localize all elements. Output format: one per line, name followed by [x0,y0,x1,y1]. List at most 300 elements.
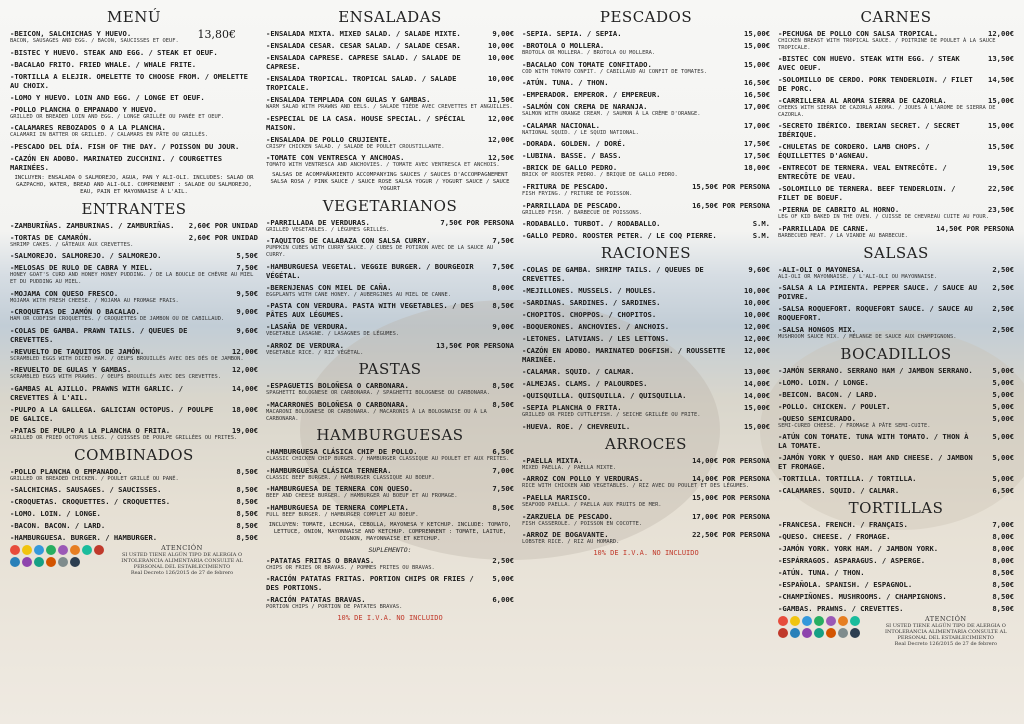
item-price: 8,00€ [992,544,1014,554]
menu-item [778,325,1014,341]
menu-item [522,60,770,76]
menu-item [266,283,514,299]
allergen-icon [826,628,836,638]
item-name: -SALMÓN CON CREMA DE NARANJA. [522,102,648,112]
item-price: 8,50€ [492,399,514,409]
item-translation: VEGETABLE LASAGNE. / LASAGNES DE LÉGUMES. [266,331,400,338]
item-price: 8,50€ [236,497,258,507]
item-name: -CHULETAS DE CORDERO. LAMB CHOPS. / ÉQUILLETTES D'AGNEAU. [778,142,930,161]
item-name: -PECHUGA DE POLLO CON SALSA TROPICAL. [778,29,939,38]
item-price: 13,50€ POR PERSONA [436,340,514,350]
item-name: -BACALAO FRITO. FRIED WHALE. / WHALE FRITE. [10,59,197,69]
item-price: 12,00€ [988,29,1014,38]
menu-item [266,556,514,572]
item-translation: BARBECUED MEAT. / LA VIANDE AU BARBECUE. [778,232,908,239]
menu-item [10,29,258,45]
menu-item [522,78,770,87]
item-translation: LOBSTER RICE. / RIZ AU HOMARD. [522,539,620,546]
menu-item [10,533,258,542]
attention-notice-right [878,616,1014,647]
menu-item [522,422,770,431]
item-name: -LUBINA. BASSE. / BASS. [522,151,622,161]
allergen-info-right [778,616,1014,647]
item-name: -GALLO PEDRO. ROOSTER PETER. / LE COQ PIERRE. [522,231,717,241]
item-price: 15,00€ [744,403,770,413]
menu-item [10,93,258,102]
menu-item [266,341,514,357]
item-name: -ALI-OLI O MAYONESA. [778,264,865,274]
menu-item [10,467,258,483]
menu-item [778,366,1014,375]
sauces-note: SALSAS DE ACOMPAÑAMIENTO ACCOMPANYING SAUCES / SAUCES D'ACCOMPAGNEMENT SALSA ROSA / PINK SAUCE / SAUCE ROSE SALSA YOGUR / YOGURT SAUCE / SAUCE YOGURT [270,171,510,192]
item-translation: VEGETABLE RICE. / RIZ VÉGÉTAL. [266,349,364,356]
item-price: S.M. [752,231,770,241]
menu-item [10,251,258,260]
item-price: 9,60€ [236,325,258,335]
item-translation: RICE WITH CHICKEN AND VEGETABLES. / RIZ AVEC DU POULET ET DES LÉGUMES. [522,483,750,490]
item-translation: WARM SALAD WITH PRAWNS AND EELS. / SALADE TIÈDE AVEC CREVETTES ET ANGUILLES. [266,104,513,110]
item-price: 12,50€ [488,153,514,163]
item-name: -PAELLA MARISCO. [522,492,592,502]
menu-item [778,265,1014,281]
item-name: -TORTILLA. TORTILLA. / TORTILLA. [778,474,917,484]
ensaladas-list [266,29,514,169]
item-price: 18,00€ [232,404,258,414]
menu-item [10,307,258,323]
allergen-icon [790,628,800,638]
item-price: 2,50€ [992,304,1014,314]
suplemento-title: SUPLEMENTO: [368,545,412,554]
item-price: 14,00€ [744,391,770,401]
allergen-icon [790,616,800,626]
allergen-icon [838,616,848,626]
section-title-bocadillos: BOCADILLOS [840,344,952,363]
item-price: 10,00€ [488,74,514,83]
menu-item [10,521,258,530]
menu-item [522,322,770,331]
menu-item [522,310,770,319]
item-price: 12,00€ [232,365,258,375]
entrantes-list [10,221,258,442]
menu-item [778,283,1014,301]
menu-item [522,346,770,364]
item-name: -ESPÁRRAGOS. ASPARAGUS. / ASPERGE. [778,556,926,566]
menu-item [522,286,770,295]
item-price: 6,50€ [492,447,514,457]
menu-item [266,595,514,611]
item-translation: BRICK OF ROOSTER PEDRO. / BRIQUE DE GALLO PEDRO. [522,172,678,179]
item-name: -BISTEC Y HUEVO. STEAK AND EGG. / STEAK ET OEUF. [10,47,218,57]
item-price: 8,50€ [492,381,514,391]
item-translation: MIXED PAELLA. / PAELLA MIXTE. [522,464,617,471]
item-price: 8,50€ [992,592,1014,602]
item-name: -LASAÑA DE VERDURA. [266,322,349,332]
menu-item [522,379,770,388]
item-price: 7,00€ [992,520,1014,530]
menu-item [522,139,770,148]
iva-note-arroces: 10% DE I.V.A. NO INCLUIDO [593,548,699,557]
item-price: 7,50€ POR PERSONA [440,217,514,227]
allergen-icon [778,628,788,638]
column-4 [778,4,1014,647]
hamburguesas-list [266,447,514,518]
item-name: -MELOSAS DE RULO DE CABRA Y MIEL. [10,263,153,273]
item-price: 16,50€ [744,90,770,100]
section-title-pastas: PASTAS [358,360,422,379]
item-price: 9,00€ [492,322,514,332]
menu-item [778,432,1014,450]
menu-item [778,556,1014,565]
allergen-icon [34,557,44,567]
allergen-icon [814,628,824,638]
section-title-ensaladas: ENSALADAS [338,8,442,26]
item-name: -BROTOLA O MOLLERA. [522,41,605,50]
menu-item [522,151,770,160]
item-price: 15,50€ [988,142,1014,152]
allergen-icon [94,545,104,555]
item-name: -BISTEC CON HUEVO. STEAK WITH EGG. / STEAK AVEC OEUF. [778,54,960,73]
allergen-icon [826,616,836,626]
menu-item [522,90,770,99]
item-price: 5,00€ [492,574,514,584]
item-name: -ENSALADA CESAR. CESAR SALAD. / SALADE CESAR. [266,41,461,50]
menu-item [10,123,258,139]
menu-item [778,75,1014,93]
item-name: -ENSALADA DE POLLO CRUJIENTE. [266,134,392,144]
menu-item [266,218,514,234]
item-name: -SARDINAS. SARDINES. / SARDINES. [522,298,661,308]
item-price: 12,00€ [232,346,258,356]
item-name: -LOMO. LOIN. / LONGE. [778,377,869,387]
item-price: 17,50€ [744,151,770,161]
item-translation: SEAFOOD PAELLA. / PAELLA AUX FRUITS DE MER. [522,501,662,508]
menu-item [522,121,770,137]
menu-item [10,221,258,230]
item-price: 9,00€ [492,29,514,38]
item-price: 8,50€ [492,301,514,311]
item-price: 2,60€ POR UNIDAD [188,232,258,242]
item-translation: TOMATO WITH VENTRESCA AND ANCHOVIES. / TOMATE AVEC VENTRESCA ET ANCHOIS. [266,162,500,169]
item-price: 5,00€ [992,365,1014,375]
menu-list [10,29,258,172]
menu-item [778,54,1014,72]
attention-title: ATENCIÓN [161,544,203,553]
hamburguesas-note: INCLUYEN: TOMATE, LECHUGA, CEBOLLA, MAYONESA Y KETCHUP. INCLUDE: TOMATO, LETTUCE, ONION, MAYONNAISE AND KETCHUP. COMPRENNENT : TOMATE, LAITUE, OIGNON, MAYONNAISE ET KETCHUP. [268,521,512,542]
menu-item [778,453,1014,471]
tortillas-list [778,520,1014,613]
menu-item [10,509,258,518]
section-title-entrantes: ENTRANTES [81,199,187,218]
item-price: 8,00€ [992,556,1014,566]
item-price: 13,00€ [744,367,770,377]
item-name: -BACALAO CON TOMATE CONFITADO. [522,59,652,69]
column-2 [266,4,514,622]
menu-item [778,580,1014,589]
menu-item [522,391,770,400]
menu-item [266,322,514,338]
item-name: -FRITURA DE PESCADO. [522,181,609,191]
item-price: 6,00€ [492,595,514,605]
menu-item [10,485,258,494]
item-name: -ESPAÑOLA. SPANISH. / ESPAGNOL. [778,580,913,590]
item-name: -SOLOMILLO DE CERDO. PORK TENDERLOIN. / FILET DE PORC. [778,75,973,94]
menu-item [522,367,770,376]
item-price: 15,00€ POR PERSONA [692,492,770,502]
item-translation: FULL BEEF BURGER. / HAMBURGER COMPLET AU BOEUF. [266,511,419,518]
menu-item [10,426,258,442]
item-name: -SALCHICHAS. SAUSAGES. / SAUCISSES. [10,485,162,495]
section-title-menu: MENÚ [106,8,162,26]
item-price: 2,50€ [992,264,1014,274]
item-name: -RACIÓN PATATAS FRITAS. PORTION CHIPS OR FRIES / DES PORTIONS. [266,574,474,593]
item-name: -SECRETO IBÉRICO. IBERIAN SECRET. / SECRET IBÉRIQUE. [778,121,960,140]
item-translation: SHRIMP CAKES. / GÂTEAUX AUX CREVETTES. [10,241,134,248]
menu-item [522,493,770,509]
item-price: 10,00€ [744,310,770,320]
item-translation: MOJAMA WITH FRESH CHEESE. / MOJAMA AU FROMAGE FRAIS. [10,297,179,304]
attention-title-right: ATENCIÓN [924,615,967,624]
menu-item [10,365,258,381]
menu-item [778,184,1014,202]
allergen-icon [70,557,80,567]
allergen-icon [838,628,848,638]
item-price: 2,50€ [992,325,1014,335]
menu-item [266,114,514,132]
item-translation: HONEY GOAT'S CURD AND HONEY HONEY PUDDING. / DE LA BOUCLE DE CHÈVRE AU MIEL ET DU PUDDING AU MIEL. [10,272,254,285]
allergen-icon [802,628,812,638]
item-name: -REVUELTO DE GULAS Y GAMBAS. [10,365,132,375]
item-name: -ZAMBURIÑAS. ZAMBURINAS. / ZAMBURIÑAS. [10,220,175,230]
item-translation: MUSHROOM SAUCE MIX. / MÉLANGE DE SAUCE AUX CHAMPIGNONS. [778,334,957,341]
item-name: -PARRILLADA DE VERDURAS. [266,217,370,227]
item-translation: CLASSIC CHICKEN CHIP BURGER. / HAMBURGER CLASSIQUE AU POULET ET AUX FRITES. [266,456,510,463]
item-price: 8,50€ [236,521,258,531]
item-price: 14,00€ [232,383,258,393]
item-price: 7,50€ [236,263,258,273]
item-name: -REVUELTO DE TAQUITOS DE JAMÓN. [10,346,145,356]
menu-item [778,486,1014,495]
raciones-list [522,265,770,431]
item-price: 7,50€ [492,261,514,271]
item-price: 9,50€ [236,288,258,298]
item-name: -ARROZ DE BOGAVANTE. [522,530,609,540]
menu-item [778,474,1014,483]
item-name: -BACON. BACON. / LARD. [10,521,106,531]
item-price: 5,00€ [992,474,1014,484]
item-translation: NATIONAL SQUID. / LE SQUID NATIONAL. [522,129,639,136]
menu-price: 13,80€ [197,28,236,41]
item-price: 17,00€ POR PERSONA [692,511,770,521]
menu-item [266,236,514,258]
item-price: 8,50€ [236,533,258,543]
item-name: -PAELLA MIXTA. [522,455,583,465]
item-price: S.M. [752,219,770,229]
item-name: -CHOPITOS. CHOPPOS. / CHOPITOS. [522,310,657,320]
item-translation: GRILLED OR FRIED OCTOPUS LEGS. / CUISSES DE POULPE GRILLÉES OU FRITES. [10,434,238,441]
allergen-info [10,545,258,576]
item-price: 15,50€ POR PERSONA [692,181,770,191]
item-name: -CALAMAR. SQUID. / CALMAR. [522,367,635,377]
salsas-list [778,265,1014,341]
pescados-list [522,29,770,240]
item-translation: CHIPS OR FRIES OR BRAVAS. / POMMES FRITES OU BRAVAS. [266,564,435,571]
item-price: 14,50€ POR PERSONA [936,223,1014,233]
item-price: 16,50€ POR PERSONA [692,200,770,210]
item-price: 14,50€ [988,75,1014,85]
item-price: 12,00€ [488,113,514,123]
menu-item [522,231,770,240]
item-price: 17,00€ [744,120,770,130]
item-translation: ALI-OLI OR MAYONNAISE. / L'ALI-OLI OU MAYONNAISE. [778,273,938,280]
item-price: 15,00€ [744,59,770,69]
item-name: -QUESO SEMICURADO. [778,413,856,423]
item-name: -MACARRONES BOLOÑESA O CARBONARA. [266,399,409,409]
item-name: -GAMBAS. PRAWNS. / CREVETTES. [778,604,904,614]
suplementos-list [266,556,514,611]
item-price: 10,00€ [488,41,514,50]
menu-item [522,182,770,198]
item-translation: CHICKEN BREAST WITH TROPICAL SAUCE. / POITRINE DE POULET À LA SAUCE TROPICALE. [778,38,996,51]
allergen-icon [46,545,56,555]
item-name: -SALMOREJO. SALMOREJO. / SALMOREJO. [10,251,162,261]
pastas-list [266,381,514,422]
column-3 [522,4,770,557]
item-name: -MOJAMA CON QUESO FRESCO. [10,288,119,298]
item-price: 9,60€ [748,265,770,275]
menu-item [778,604,1014,613]
item-name: -LOMO Y HUEVO. LOIN AND EGG. / LONGE ET OEUF. [10,92,205,102]
item-price: 5,00€ [992,401,1014,411]
item-name: -CHAMPIÑONES. MUSHROOMS. / CHAMPIGNONS. [778,592,947,602]
item-name: -PARRILLADA DE PESCADO. [522,200,622,210]
item-name: -ARROZ CON POLLO Y VERDURAS. [522,474,644,484]
allergen-icon [10,545,20,555]
item-name: -ENTRECOT DE TERNERA. VEAL ENTRECÔTE. / ENTRECÔTE DE VEAU. [778,163,947,182]
item-name: -ENSALADA MIXTA. MIXED SALAD. / SALADE MIXTE. [266,29,461,38]
menu-item [266,381,514,397]
section-title-tortillas: TORTILLAS [848,499,944,518]
item-name: -ENSALADA CAPRESE. CAPRESE SALAD. / SALADE DE CAPRESE. [266,53,461,71]
item-price: 19,00€ [232,425,258,435]
item-price: 19,50€ [988,163,1014,173]
item-name: -TORTAS DE CAMARÓN. [10,232,93,242]
item-price: 5,50€ [236,251,258,261]
menu-item [522,219,770,228]
item-name: -HAMBURGUESA DE TERNERA COMPLETA. [266,502,409,512]
item-name: -HAMBURGUESA CLÁSICA CHIP DE POLLO. [266,447,418,457]
menu-item [10,233,258,249]
menu-item [522,512,770,528]
menu-item [778,544,1014,553]
item-name: -TAQUITOS DE CALABAZA CON SALSA CURRY. [266,236,431,246]
section-title-pescados: PESCADOS [599,8,693,26]
item-name: -TOMATE CON VENTRESCA Y ANCHOAS. [266,153,405,163]
item-name: -SALSA ROQUEFORT. ROQUEFORT SAUCE. / SAUCE AU ROQUEFORT. [778,304,973,323]
item-name: -ENSALADA TEMPLADA CON GULAS Y GAMBAS. [266,95,431,104]
allergen-icon [70,545,80,555]
item-price: 8,50€ [992,580,1014,590]
menu-item [778,304,1014,322]
item-translation: FISH FRYING. / FRITURE DE POISSON. [522,190,633,197]
menu-item [778,532,1014,541]
item-price: 2,50€ [992,283,1014,293]
menu-item [10,497,258,506]
menu-item [778,378,1014,387]
item-translation: GRILLED OR BREADED LOIN AND EGG. / LONGE GRILLÉE OU PANÉE ET OEUF. [10,113,225,120]
item-price: 23,50€ [988,205,1014,215]
item-name: -ESPECIAL DE LA CASA. HOUSE SPECIAL. / SPÉCIAL MAISON. [266,113,466,132]
menu-item [266,574,514,592]
item-name: -GAMBAS AL AJILLO. PRAWNS WITH GARLIC. / CREVETTES À L'AIL. [10,383,184,402]
item-name: -HAMBURGUESA CLÁSICA TERNERA. [266,465,392,475]
menu-item [266,466,514,482]
menu-item [522,163,770,179]
item-name: -JAMÓN SERRANO. SERRANO HAM / JAMBON SERRANO. [778,365,973,375]
menu-note: INCLUYEN: ENSALADA O SALMOREJO, AGUA, PAN Y ALI-OLI. INCLUDES: SALAD OR GAZPACHO, WATER, BREAD AND ALI-OLI. COMPRENNENT : SALADE OU SALMOREJO, EAU, PAIN ET MAYONNAISE À L'AIL. [14,174,254,195]
item-translation: PORTION CHIPS / PORTION DE PATATES BRAVAS. [266,604,403,611]
item-price: 15,00€ [988,96,1014,106]
item-name: -HUEVA. ROE. / CHEVREUIL. [522,421,631,431]
menu-item [522,298,770,307]
menu-item [522,102,770,118]
item-translation: EGGPLANTS WITH CANE HONEY. / AUBERGINES AU MIEL DE CANNE. [266,291,451,298]
menu-item [10,326,258,344]
item-translation: MACARONI BOLOGNESE OR CARBONARA. / MACARONIS À LA BOLOGNAISE OU À LA CARBONARA. [266,408,487,422]
menu-item [778,96,1014,118]
item-price: 2,50€ [492,555,514,565]
item-name: -DORADA. GOLDEN. / DORÉ. [522,139,626,149]
section-title-vegetarianos: VEGETARIANOS [322,196,458,215]
item-price: 8,50€ [236,466,258,476]
item-translation: PUMPKIN CUBES WITH CURRY SAUCE. / CUBES DE POTIRON AVEC DE LA SAUCE AU CURRY. [266,245,494,258]
allergen-icons [10,545,106,567]
menu-item [10,105,258,121]
menu-item [266,400,514,422]
menu-item [266,29,514,38]
item-translation: LEG OF KID BAKED IN THE OVEN. / CUISSE DE CHEVREAU CUITE AU FOUR. [778,214,989,221]
menu-item [778,592,1014,601]
item-name: -CAZÓN EN ADOBO. MARINATED ZUCCHINI. / COURGETTES MARINÉES. [10,153,223,172]
item-price: 15,00€ [744,41,770,50]
item-translation: SCRAMBLED EGGS WITH DICED HAM. / OEUFS BROUILLÉS AVEC DES DÉS DE JAMBON. [10,355,244,362]
menu-item [522,474,770,490]
item-name: -TORTILLA A ELEJIR. OMELETTE TO CHOOSE FROM. / OMELETTE AU CHOIX. [10,71,248,90]
item-name: -POLLO PLANCHA O EMPANADO Y HUEVO. [10,104,158,114]
item-name: -BERENJENAS CON MIEL DE CAÑA. [266,282,392,292]
item-translation: COD WITH TOMATO CONFIT. / CABILLAUD AU CONFIT DE TOMATES. [522,68,707,75]
item-price: 18,00€ [744,163,770,173]
item-price: 13,50€ [988,54,1014,64]
item-name: -RACIÓN PATATAS BRAVAS. [266,595,366,605]
menu-item [10,48,258,57]
item-translation: CRISPY CHICKEN SALAD. / SALADE DE POULET CROUSTILLANTE. [266,143,445,150]
menu-item [266,301,514,319]
menu-item [266,484,514,500]
item-translation: SCRAMBLED EGGS WITH PRAWNS. / OEUFS BROUILLÉS AVEC DES CREVETTES. [10,374,221,381]
menu-item [10,142,258,151]
item-name: -EMPERADOR. EMPEROR. / EMPEREUR. [522,90,661,100]
item-name: -BEICON. BACON. / LARD. [778,389,878,399]
allergen-icon [778,616,788,626]
item-name: -COLAS DE GAMBA. PRAWN TAILS. / QUEUES DE CREVETTES. [10,325,188,344]
menu-item [10,60,258,69]
item-translation: BROTOLA OR MOLLERA. / BROTOLA OU MOLLERA. [522,50,656,56]
item-price: 22,50€ POR PERSONA [692,530,770,540]
menu-item [10,72,258,90]
item-name: -POLLO. CHICKEN. / POULET. [778,401,891,411]
item-name: -PULPO A LA GALLEGA. GALICIAN OCTOPUS. / POULPE DE GALICE. [10,404,214,423]
item-name: -PARRILLADA DE CARNE. [778,223,869,233]
